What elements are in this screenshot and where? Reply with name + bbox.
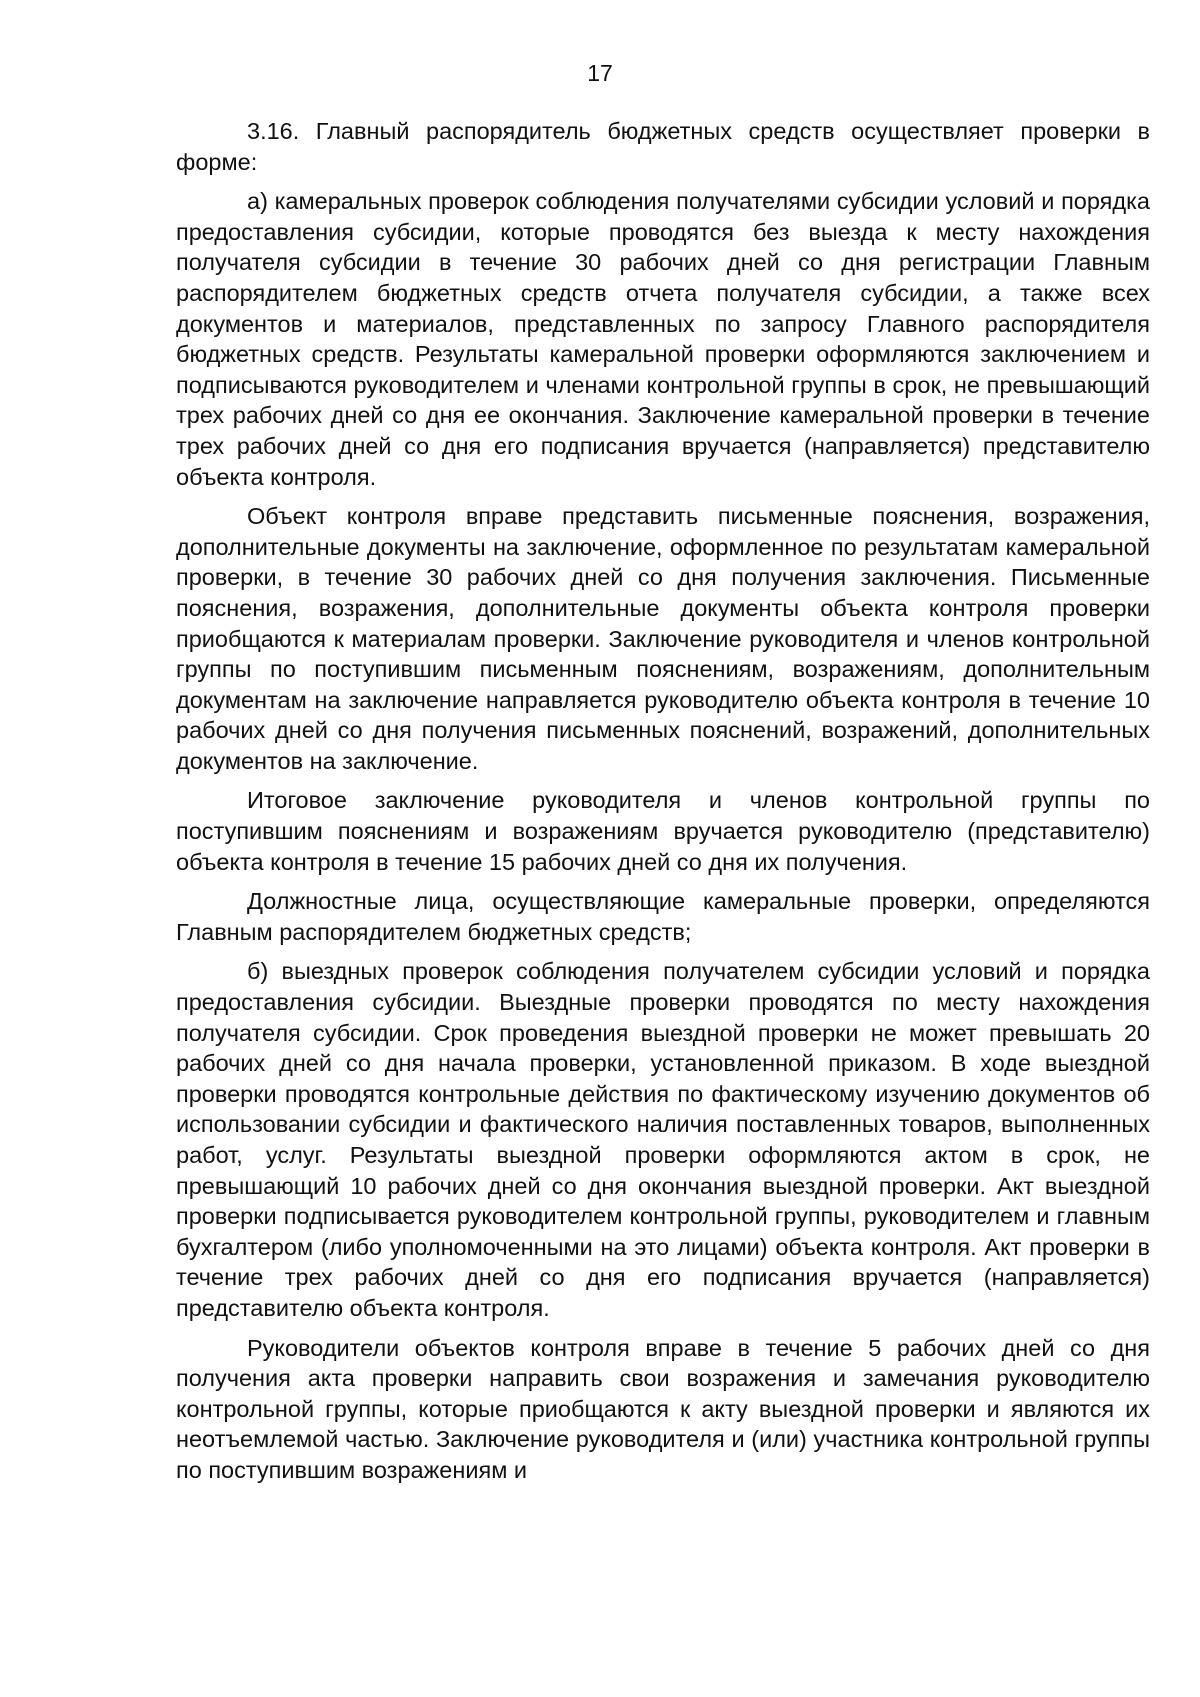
paragraph-3-16: 3.16. Главный распорядитель бюджетных средств осуществляет проверки в форме: — [176, 118, 1150, 175]
paragraph-final-conclusion: Итоговое заключение руководителя и членов контрольной группы по поступившим пояснениям и возражениям вручается руководителю (представителю) объекта контроля в течение 15 рабочих дней со дня их получения. — [176, 787, 1150, 875]
document-body — [176, 116, 1150, 1486]
paragraph-field-checks: б) выездных проверок соблюдения получателем субсидии условий и порядка предоставления субсидии. Выездные проверки проводятся по месту нахождения получателя субсидии. Срок проведения выездной проверки не может превышать 20 рабочих дней со дня начала проверки, установленной приказом. В ходе выездной проверки проводятся контрольные действия по фактическому изучению документов об использовании субсидии и фактического наличия поставленных товаров, выполненных работ, услуг. Результаты выездной проверки оформляются актом в срок, не превышающий 10 рабочих дней со дня окончания выездной проверки. Акт выездной проверки подписывается руководителем контрольной группы, руководителем и главным бухгалтером (либо уполномоченными на это лицами) объекта контроля. Акт проверки в течение трех рабочих дней со дня его подписания вручается (направляется) представителю объекта контроля. — [176, 958, 1150, 1321]
paragraph-cameral-checks: а) камеральных проверок соблюдения получателями субсидии условий и порядка предоставления субсидии, которые проводятся без выезда к месту нахождения получателя субсидии в течение 30 рабочих дней со дня регистрации Главным распорядителем бюджетных средств отчета получателя субсидии, а также всех документов и материалов, представленных по запросу Главного распорядителя бюджетных средств. Результаты камеральной проверки оформляются заключением и подписываются руководителем и членами контрольной группы в срок, не превышающий трех рабочих дней со дня ее окончания. Заключение камеральной проверки в течение трех рабочих дней со дня его подписания вручается (направляется) представителю объекта контроля. — [176, 188, 1150, 490]
paragraph-object-objections: Объект контроля вправе представить письменные пояснения, возражения, дополнительные документы на заключение, оформленное по результатам камеральной проверки, в течение 30 рабочих дней со дня получения заключения. Письменные пояснения, возражения, дополнительные документы объекта контроля проверки приобщаются к материалам проверки. Заключение руководителя и членов контрольной группы по поступившим письменным пояснениям, возражениям, дополнительным документам на заключение направляется руководителю объекта контроля в течение 10 рабочих дней со дня получения письменных пояснений, возражений, дополнительных документов на заключение. — [176, 503, 1150, 774]
paragraph-managers-objections: Руководители объектов контроля вправе в течение 5 рабочих дней со дня получения акта проверки направить свои возражения и замечания руководителю контрольной группы, которые приобщаются к акту выездной проверки и являются их неотъемлемой частью. Заключение руководителя и (или) участника контрольной группы по поступившим возражениям и — [176, 1334, 1150, 1483]
paragraph-officials: Должностные лица, осуществляющие камеральные проверки, определяются Главным распорядителем бюджетных средств; — [176, 888, 1150, 945]
page-number: 17 — [587, 60, 613, 86]
